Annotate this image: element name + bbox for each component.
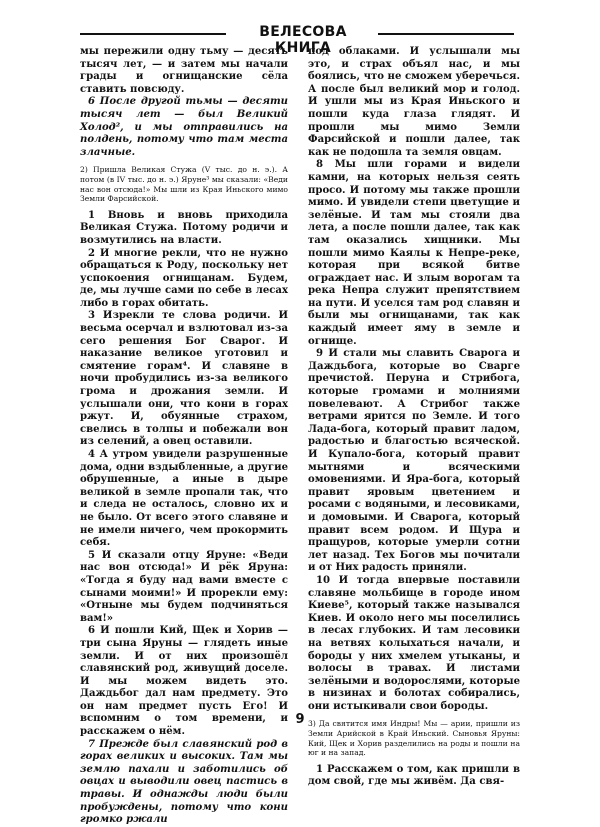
page-title: ВЕЛЕСОВА КНИГА xyxy=(259,24,347,56)
left-column xyxy=(80,46,288,827)
paragraph: 4 А утром увидели разрушенные дома, одни вздыбленные, а другие обрушенные, а иные в дыре великой в земле пропали так, что и следа не осталось, словно их и не было. От всего этого славяне и не имели ничего, чем прокормить себя. xyxy=(80,449,288,549)
paragraph: 7 Прежде был славянский род в горах великих и высоких. Там мы землю пахали и заботились об овцах и выводили овец пастись в травы. И однажды люди были пробуждены, потому что кони громко ржали xyxy=(80,738,288,826)
header-rule-left xyxy=(80,33,226,35)
paragraph: 6 И пошли Кий, Щек и Хорив — три сына Яруны — глядеть иные земли. И от них произошёл славянский род, живущий доселе. И мы можем видеть это. Даждьбог дал нам предмету. Это он нам предмет пусть Его! И вспомним о том времени, и расскажем о нём. xyxy=(80,625,288,738)
right-column xyxy=(308,46,520,789)
paragraph: 1 Расскажем о том, как пришли в дом свой, где мы живём. Да свя- xyxy=(308,763,520,788)
paragraph: 1 Вновь и вновь приходила Великая Стужа. Потому родичи и возмутились на власти. xyxy=(80,209,288,246)
paragraph: 5 И сказали отцу Яруне: «Веди нас вон отсюда!» И рёк Яруна: «Тогда я буду над вами вместе с сынами моими!» И прорекли ему: «Отныне мы будем подчиняться вам!» xyxy=(80,549,288,624)
paragraph: мы пережили одну тьму — десять тысяч лет, — и затем мы начали грады и огнищанские сёла ставить повсюду. xyxy=(80,46,288,95)
paragraph: 10 И тогда впервые поставили славяне мольбище в городе ином Киеве⁵, который также назывался Киев. И около него мы поселились в лесах глубоких. И там лесовики на ветвях колыхаться начали, и бороды у них хмелем утыканы, и волосы в травах. И листами зелёными и водорослями, которые в низинах и болотах собирались, они истыкивали свои бороды. xyxy=(308,574,520,712)
footnote: 2) Пришла Великая Стужа (V тыс. до н. э.). А потом (в IV тыс. до н. э.) Яруне³ мы сказали: «Веди нас вон отсюда!» Мы шли из Края Иньского мимо Земли Фарсийской. xyxy=(80,165,288,204)
paragraph: 3 Изрекли те слова родичи. И весьма осерчал и взлютовал из-за сего решения Бог Сварог. И наказание великое уготовил и смятение горам⁴. И славяне в ночи пробудились из-за великого грома и дрожания земли. И услышали они, что кони в горах ржут. И, обуянные страхом, свелись в толпы и побежали вон из селений, а овец оставили. xyxy=(80,310,288,448)
header-rule-right xyxy=(378,33,514,35)
paragraph: под облаками. И услышали мы это, и страх объял нас, и мы боялись, что не сможем уберечься. А после был великий мор и голод. И ушли мы из Края Иньского и пошли куда глаза глядят. И прошли мы мимо Земли Фарсийской и пошли далее, так как не подошла та земля овцам. xyxy=(308,46,520,158)
paragraph: 8 Мы шли горами и видели камни, на которых нельзя сеять просо. И потому мы также прошли мимо. И увидели степи цветущие и зелёные. И там мы стояли два лета, а после пошли далее, так как там оказались хищники. Мы пошли мимо Каялы к Непре-реке, которая при всякой битве ограждает нас. И злым ворогам та река Непра служит препятствием на пути. И уселся там род славян и были мы огнищанами, так как каждый имеет яму в земле и огнище. xyxy=(308,159,520,347)
paragraph: 6 После другой тьмы — десяти тысяч лет — был Великий Холод², и мы отправились на полдень, потому что там места злачные. xyxy=(80,96,288,158)
paragraph: 2 И многие рекли, что не нужно обращаться к Роду, поскольку нет успокоения огнищанам. Будем, де, мы лучше сами по себе в лесах либо в горах обитать. xyxy=(80,247,288,309)
footnote: 3) Да святится имя Индры! Мы — арии, пришли из Земли Арийской в Край Иньский. Сыновья Яруны: Кий, Щек и Хорив разделились на роды и пошли на юг и на запад. xyxy=(308,719,520,758)
page-header xyxy=(80,22,514,56)
paragraph: 9 И стали мы славить Сварога и Даждьбога, которые во Сварге пречистой. Перуна и Стрибога, которые громами и молниями повелевают. А Стрибог также ветрами ярится по Земле. И того Лада-бога, который правит ладом, радостью и благостью всячеcкой. И Купало-бога, который правит мытнями и всяческими омовениями. И Яра-бога, который правит яровым цветением и росами с водяными, и лесовиками, и домовыми. И Сварога, который правит всем родом. И Щура и пращуров, которые умерли сотни лет назад. Тех Богов мы почитали и от Них радость приняли. xyxy=(308,348,520,574)
page-number: 9 xyxy=(295,712,305,727)
